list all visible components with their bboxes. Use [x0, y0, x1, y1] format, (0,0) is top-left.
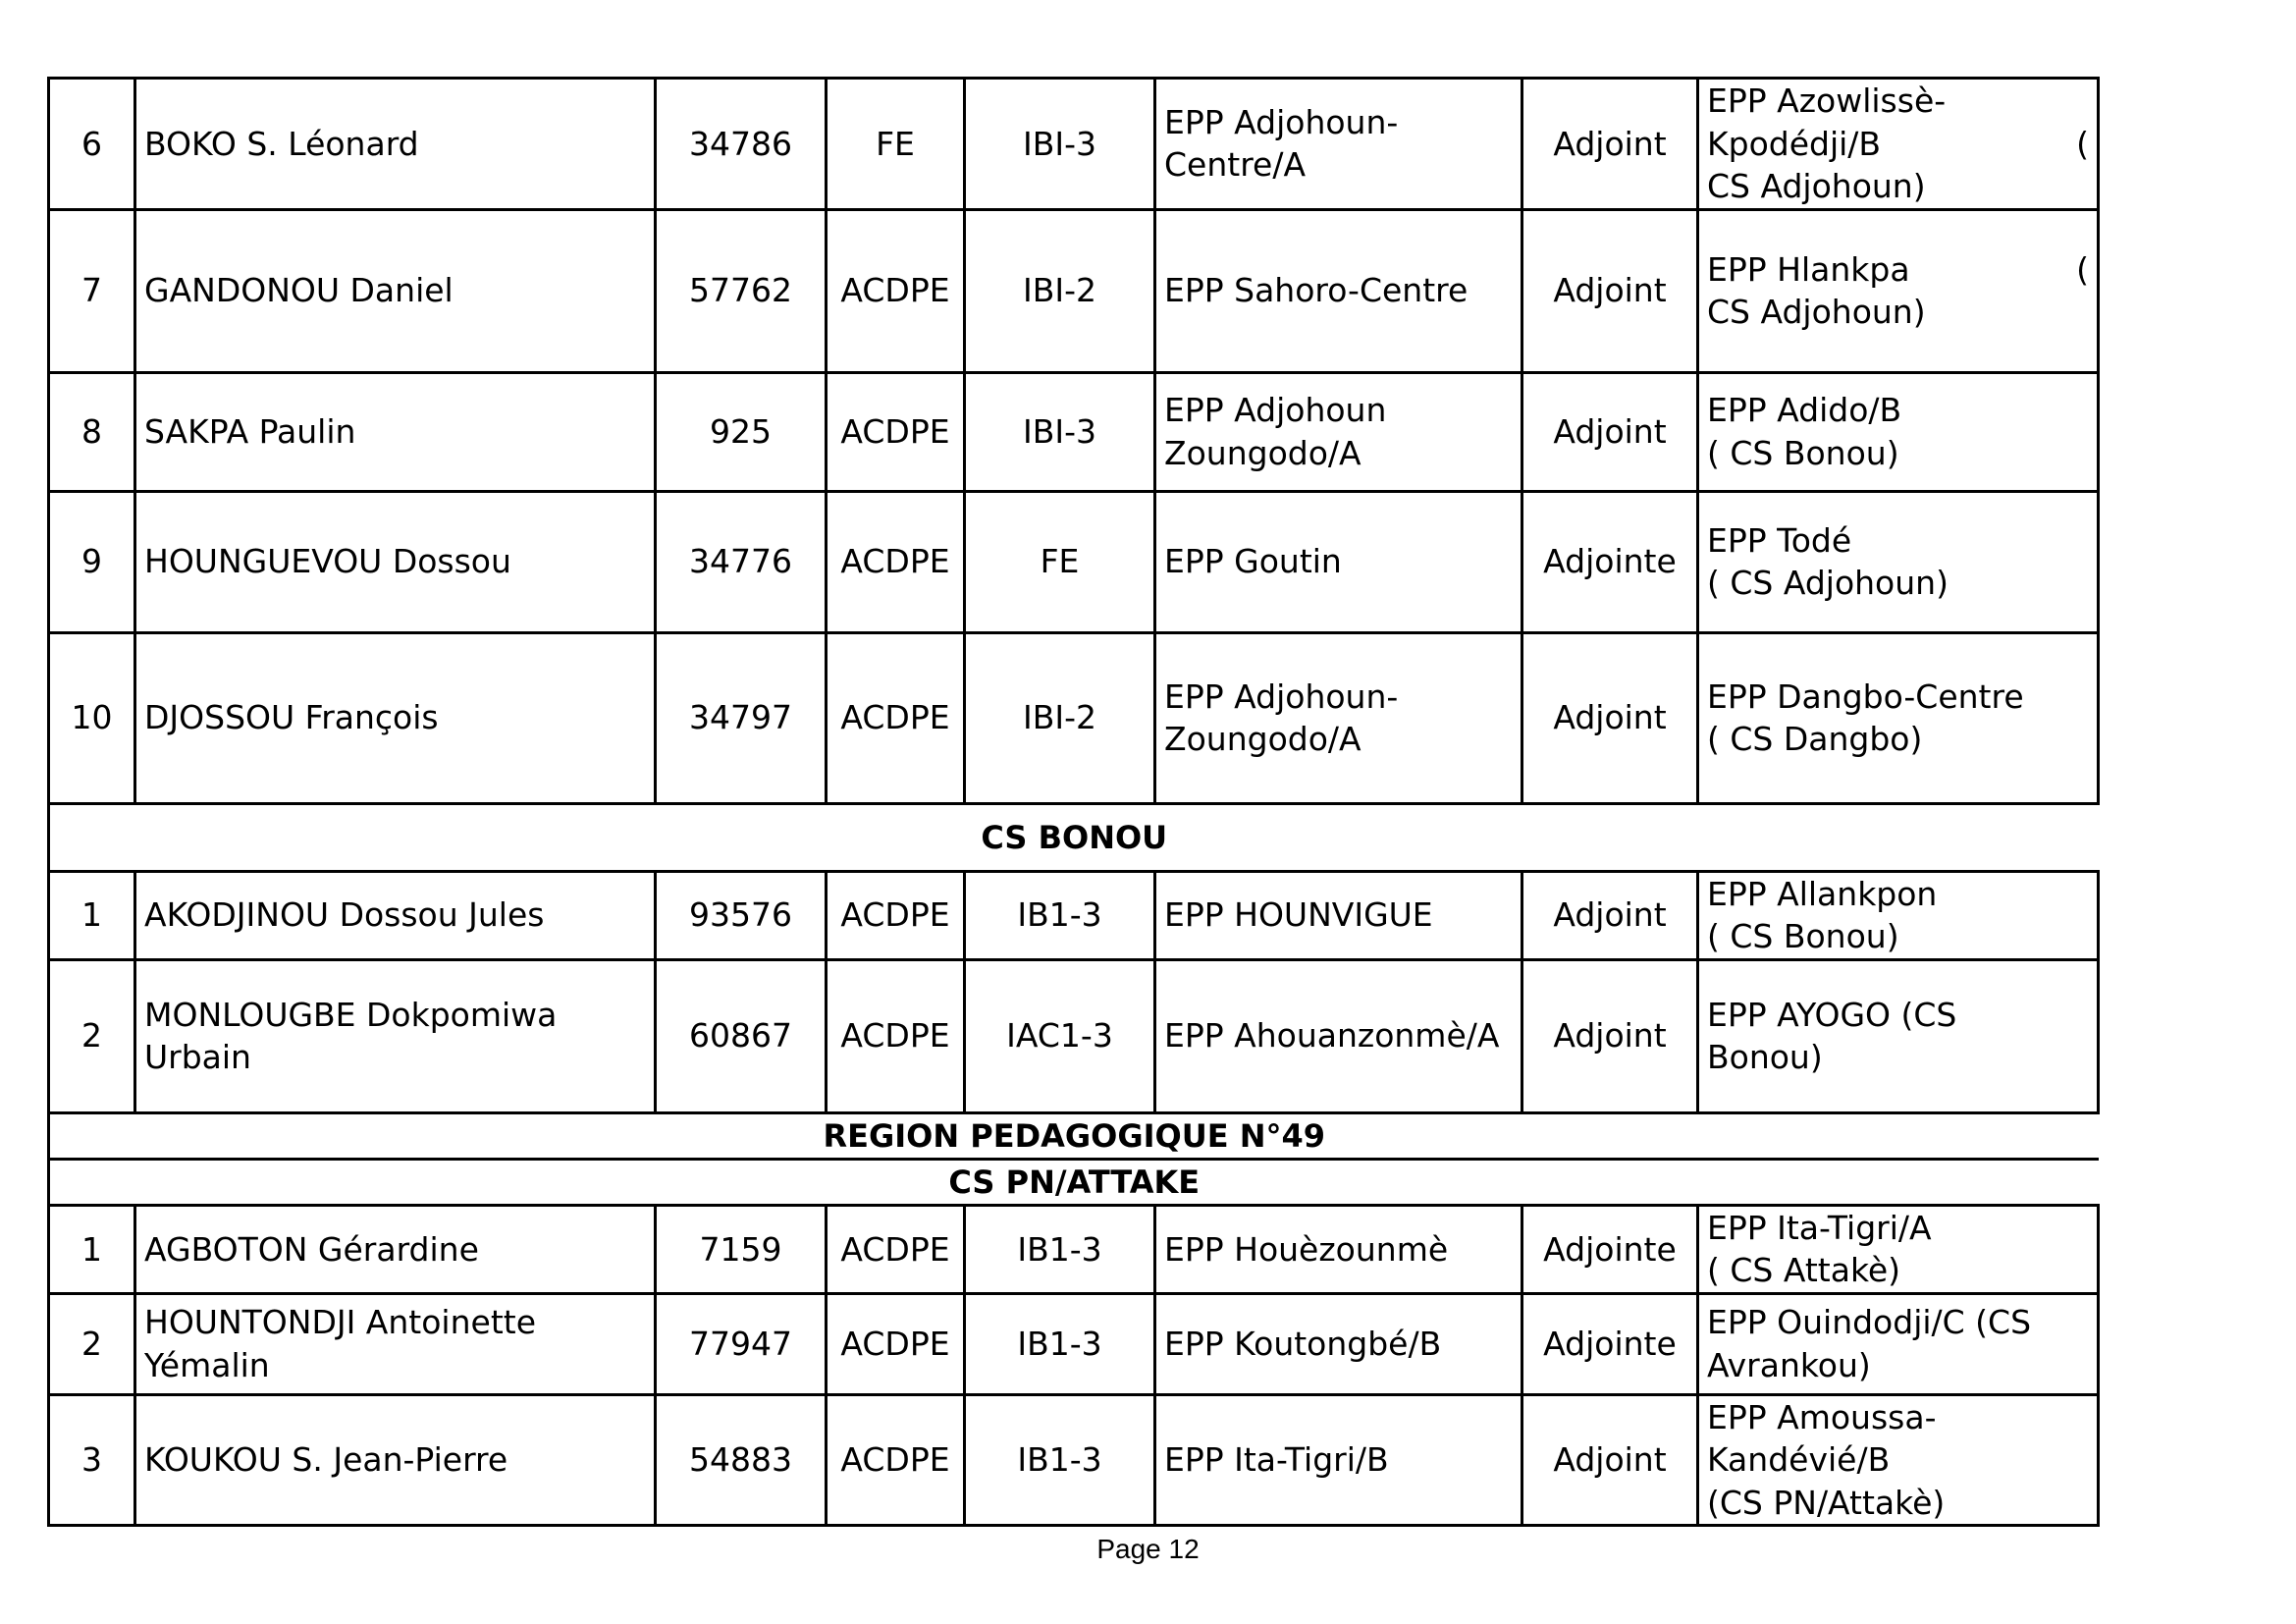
destination — [1698, 79, 2099, 210]
teacher-name: GANDONOU Daniel — [135, 209, 656, 372]
grade: IBI-2 — [965, 632, 1155, 803]
destination-line — [1707, 915, 2089, 958]
destination-line — [1707, 519, 2089, 563]
matricule: 57762 — [656, 209, 827, 372]
current-school-line: Zoungodo/A — [1164, 433, 1362, 472]
destination-text: EPP Amoussa- — [1707, 1397, 1937, 1436]
current-school: EPP Goutin — [1155, 491, 1522, 632]
matricule: 7159 — [656, 1205, 827, 1293]
table-row — [49, 491, 2099, 632]
function: Adjoint — [1522, 79, 1698, 210]
grade: IB1-3 — [965, 871, 1155, 959]
teacher-name-line: Yémalin — [144, 1345, 270, 1384]
destination-line — [1707, 676, 2089, 719]
grade: IBI-2 — [965, 209, 1155, 372]
teacher-name: SAKPA Paulin — [135, 372, 656, 491]
function: Adjoint — [1522, 871, 1698, 959]
teacher-name-line: MONLOUGBE Dokpomiwa — [144, 995, 558, 1034]
row-number: 9 — [49, 491, 135, 632]
current-school-line: Centre/A — [1164, 145, 1307, 185]
current-school: EPP Sahoro-Centre — [1155, 209, 1522, 372]
teacher-name-line: HOUNTONDJI Antoinette — [144, 1303, 536, 1342]
destination-line — [1707, 1438, 2089, 1482]
destination — [1698, 959, 2099, 1112]
destination-line — [1707, 80, 2089, 123]
corps: ACDPE — [827, 372, 965, 491]
personnel-table — [47, 77, 2100, 1527]
current-school — [1155, 372, 1522, 491]
destination-line — [1707, 562, 2089, 605]
current-school-line: EPP Adjohoun- — [1164, 102, 1399, 141]
destination-line — [1707, 1482, 2089, 1525]
function: Adjoint — [1522, 959, 1698, 1112]
current-school-line: EPP Adjohoun- — [1164, 677, 1399, 716]
destination-line — [1707, 1207, 2089, 1250]
destination-line — [1707, 1301, 2089, 1344]
destination-line — [1707, 994, 2089, 1037]
grade: FE — [965, 491, 1155, 632]
destination — [1698, 871, 2099, 959]
destination-line — [1707, 1344, 2089, 1387]
corps: ACDPE — [827, 1394, 965, 1526]
destination-line — [1707, 873, 2089, 916]
current-school: EPP Koutongbé/B — [1155, 1293, 1522, 1394]
destination-text: (CS PN/Attakè) — [1707, 1483, 1946, 1522]
destination-text: ( CS Bonou) — [1707, 917, 1899, 956]
destination-text: CS Adjohoun) — [1707, 293, 1926, 332]
section-header-row — [49, 803, 2099, 871]
current-school-line: EPP Adjohoun — [1164, 391, 1387, 430]
corps: ACDPE — [827, 959, 965, 1112]
destination — [1698, 632, 2099, 803]
function: Adjointe — [1522, 1205, 1698, 1293]
teacher-name: AKODJINOU Dossou Jules — [135, 871, 656, 959]
function: Adjoint — [1522, 632, 1698, 803]
section-header: CS BONOU — [49, 803, 2099, 871]
current-school: EPP Houèzounmè — [1155, 1205, 1522, 1293]
table-row — [49, 632, 2099, 803]
teacher-name: KOUKOU S. Jean-Pierre — [135, 1394, 656, 1526]
destination-text: Bonou) — [1707, 1038, 1823, 1077]
corps: ACDPE — [827, 491, 965, 632]
destination-text: Kandévié/B — [1707, 1440, 1891, 1480]
matricule: 925 — [656, 372, 827, 491]
destination-line — [1707, 1396, 2089, 1439]
row-number: 10 — [49, 632, 135, 803]
destination-text: Avrankou) — [1707, 1345, 1871, 1384]
destination-line — [1707, 1036, 2089, 1079]
table-row — [49, 959, 2099, 1112]
teacher-name: HOUNGUEVOU Dossou — [135, 491, 656, 632]
matricule: 54883 — [656, 1394, 827, 1526]
teacher-name: BOKO S. Léonard — [135, 79, 656, 210]
current-school: EPP Ahouanzonmè/A — [1155, 959, 1522, 1112]
teacher-name: DJOSSOU François — [135, 632, 656, 803]
destination-line — [1707, 389, 2089, 432]
corps: ACDPE — [827, 209, 965, 372]
destination-text: Kpodédji/B — [1707, 124, 1882, 163]
destination — [1698, 1394, 2099, 1526]
teacher-name: AGBOTON Gérardine — [135, 1205, 656, 1293]
destination-text: EPP Ita-Tigri/A — [1707, 1208, 1932, 1247]
current-school — [1155, 79, 1522, 210]
destination — [1698, 1293, 2099, 1394]
destination-text: EPP Azowlissè- — [1707, 81, 1947, 120]
destination-paren: ( — [2076, 249, 2089, 289]
section-header: CS PN/ATTAKE — [49, 1159, 2099, 1205]
row-number: 2 — [49, 1293, 135, 1394]
destination-line — [1707, 248, 2089, 292]
destination-text: ( CS Adjohoun) — [1707, 564, 1949, 603]
table-row — [49, 1293, 2099, 1394]
row-number: 6 — [49, 79, 135, 210]
function: Adjoint — [1522, 209, 1698, 372]
matricule: 60867 — [656, 959, 827, 1112]
corps: ACDPE — [827, 632, 965, 803]
teacher-name — [135, 1293, 656, 1394]
row-number: 1 — [49, 1205, 135, 1293]
table-row — [49, 871, 2099, 959]
destination-line — [1707, 123, 2089, 166]
destination-text: ( CS Bonou) — [1707, 433, 1899, 472]
function: Adjointe — [1522, 1293, 1698, 1394]
row-number: 8 — [49, 372, 135, 491]
destination-line — [1707, 718, 2089, 761]
grade: IB1-3 — [965, 1293, 1155, 1394]
destination-text: EPP Todé — [1707, 520, 1852, 560]
destination — [1698, 491, 2099, 632]
teacher-name-line: Urbain — [144, 1038, 251, 1077]
destination-text: CS Adjohoun) — [1707, 167, 1926, 206]
section-header: REGION PEDAGOGIQUE N°49 — [49, 1112, 2099, 1159]
destination-line — [1707, 432, 2089, 475]
corps: FE — [827, 79, 965, 210]
function: Adjointe — [1522, 491, 1698, 632]
table-row — [49, 1394, 2099, 1526]
matricule: 34786 — [656, 79, 827, 210]
row-number: 3 — [49, 1394, 135, 1526]
function: Adjoint — [1522, 1394, 1698, 1526]
destination-text: EPP Ouindodji/C (CS — [1707, 1303, 2032, 1342]
destination-text: EPP Dangbo-Centre — [1707, 677, 2024, 716]
section-header-row — [49, 1112, 2099, 1159]
grade: IAC1-3 — [965, 959, 1155, 1112]
destination-text: ( CS Dangbo) — [1707, 720, 1923, 759]
destination-text: EPP Allankpon — [1707, 874, 1938, 913]
matricule: 93576 — [656, 871, 827, 959]
destination-text: EPP AYOGO (CS — [1707, 995, 1957, 1034]
row-number: 7 — [49, 209, 135, 372]
current-school-line: Zoungodo/A — [1164, 720, 1362, 759]
matricule: 34776 — [656, 491, 827, 632]
grade: IBI-3 — [965, 79, 1155, 210]
teacher-name — [135, 959, 656, 1112]
corps: ACDPE — [827, 1205, 965, 1293]
table-row — [49, 372, 2099, 491]
grade: IB1-3 — [965, 1394, 1155, 1526]
destination — [1698, 209, 2099, 372]
destination-text: EPP Adido/B — [1707, 391, 1902, 430]
destination-line — [1707, 1249, 2089, 1292]
current-school: EPP HOUNVIGUE — [1155, 871, 1522, 959]
destination — [1698, 372, 2099, 491]
function: Adjoint — [1522, 372, 1698, 491]
table-row — [49, 79, 2099, 210]
destination — [1698, 1205, 2099, 1293]
page-number: Page 12 — [1096, 1534, 1200, 1564]
corps: ACDPE — [827, 1293, 965, 1394]
section-header-row — [49, 1159, 2099, 1205]
row-number: 2 — [49, 959, 135, 1112]
destination-line — [1707, 291, 2089, 334]
matricule: 77947 — [656, 1293, 827, 1394]
destination-text: EPP Hlankpa — [1707, 249, 1910, 289]
table-body — [49, 79, 2099, 1526]
table-row — [49, 209, 2099, 372]
page-footer — [0, 1534, 2296, 1565]
destination-text: ( CS Attakè) — [1707, 1251, 1901, 1290]
corps: ACDPE — [827, 871, 965, 959]
destination-line — [1707, 165, 2089, 208]
destination-paren: ( — [2076, 124, 2089, 163]
grade: IB1-3 — [965, 1205, 1155, 1293]
grade: IBI-3 — [965, 372, 1155, 491]
matricule: 34797 — [656, 632, 827, 803]
row-number: 1 — [49, 871, 135, 959]
current-school — [1155, 632, 1522, 803]
table-row — [49, 1205, 2099, 1293]
current-school: EPP Ita-Tigri/B — [1155, 1394, 1522, 1526]
